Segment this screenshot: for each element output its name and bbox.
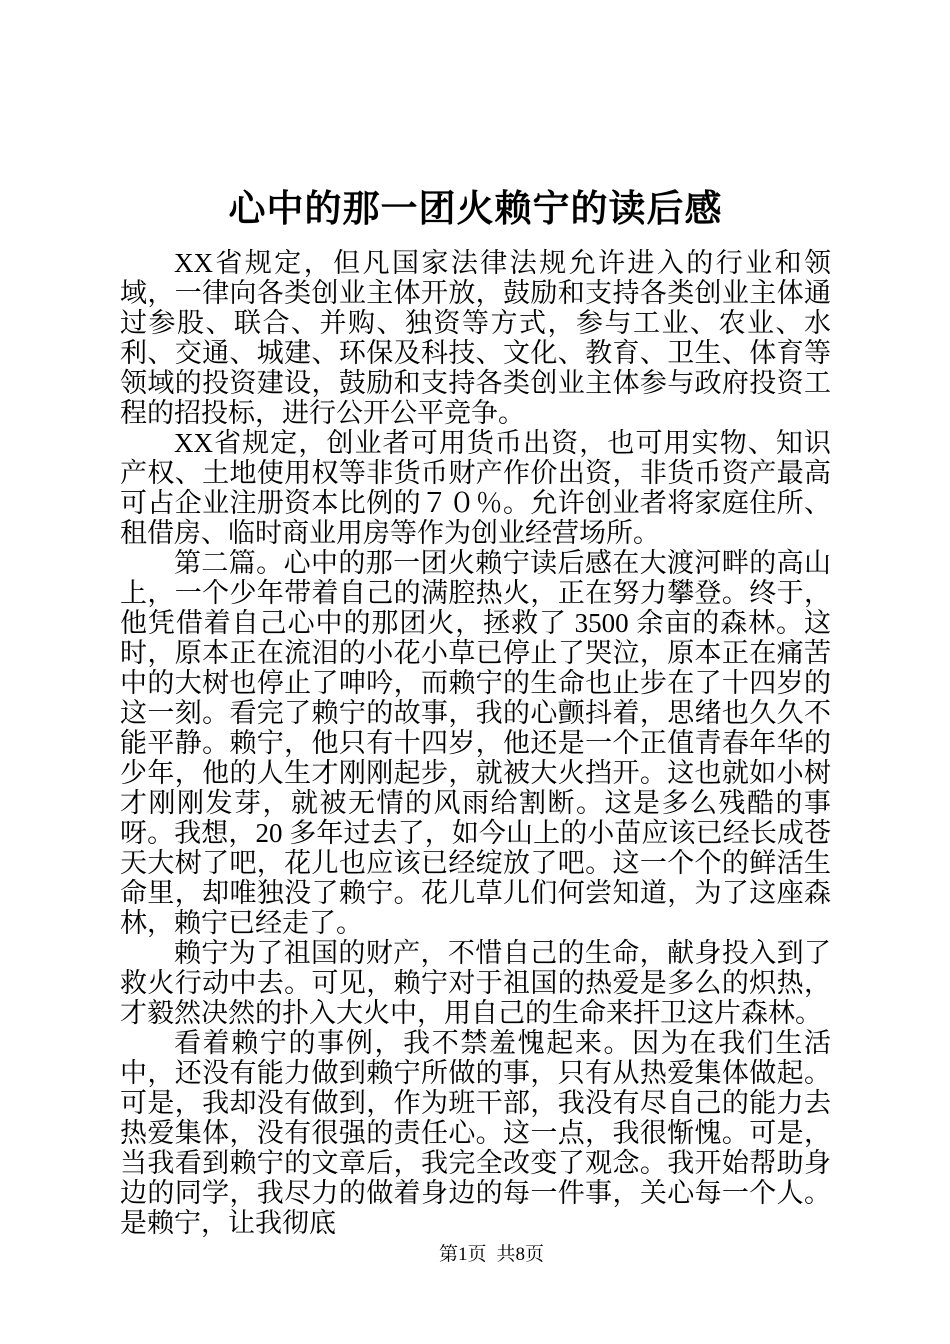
body-paragraph: XX省规定，创业者可用货币出资，也可用实物、知识产权、土地使用权等非货币财产作价出资，非货币资产最高可占企业注册资本比例的７０％。允许创业者将家庭住所、租借房、临时商业用房等作为创业经营场所。 <box>120 428 831 548</box>
body-paragraph: 赖宁为了祖国的财产，不惜自己的生命，献身投入到了救火行动中去。可见，赖宁对于祖国的热爱是多么的炽热，才毅然决然的扑入大火中，用自己的生命来扞卫这片森林。 <box>120 938 831 1028</box>
body-paragraph: 第二篇。心中的那一团火赖宁读后感在大渡河畔的高山上，一个少年带着自己的满腔热火，正在努力攀登。终于，他凭借着自己心中的那团火，拯救了 3500 余亩的森林。这时，原本正在流泪的小花小草已停止了哭泣，原本正在痛苦中的大树也停止了呻吟，而赖宁的生命也止步在了十四岁的这一刻。看完了赖宁的故事，我的心颤抖着，思绪也久久不能平静。赖宁，他只有十四岁，他还是一个正值青春年华的少年，他的人生才刚刚起步，就被大火挡开。这也就如小树才刚刚发芽，就被无情的风雨给割断。这是多么残酷的事呀。我想，20 多年过去了，如今山上的小苗应该已经长成苍天大树了吧，花儿也应该已经绽放了吧。这一个个的鲜活生命里，却唯独没了赖宁。花儿草儿们何尝知道，为了这座森林，赖宁已经走了。 <box>120 548 831 938</box>
page-number-current: 第1页 <box>439 1244 487 1265</box>
page-footer <box>439 1243 544 1267</box>
page-number-total: 共8页 <box>496 1244 545 1265</box>
document-title: 心中的那一团火赖宁的读后感 <box>228 188 723 229</box>
document-body <box>120 0 831 1238</box>
body-paragraph: XX省规定，但凡国家法律法规允许进入的行业和领域，一律向各类创业主体开放，鼓励和支持各类创业主体通过参股、联合、并购、独资等方式，参与工业、农业、水利、交通、城建、环保及科技、文化、教育、卫生、体育等领域的投资建设，鼓励和支持各类创业主体参与政府投资工程的招投标，进行公开公平竞争。 <box>120 248 831 428</box>
body-paragraph: 看着赖宁的事例，我不禁羞愧起来。因为在我们生活中，还没有能力做到赖宁所做的事，只有从热爱集体做起。可是，我却没有做到，作为班干部，我没有尽自己的能力去热爱集体，没有很强的责任心。这一点，我很惭愧。可是，当我看到赖宁的文章后，我完全改变了观念。我开始帮助身边的同学，我尽力的做着身边的每一件事，关心每一个人。是赖宁，让我彻底 <box>120 1028 831 1238</box>
